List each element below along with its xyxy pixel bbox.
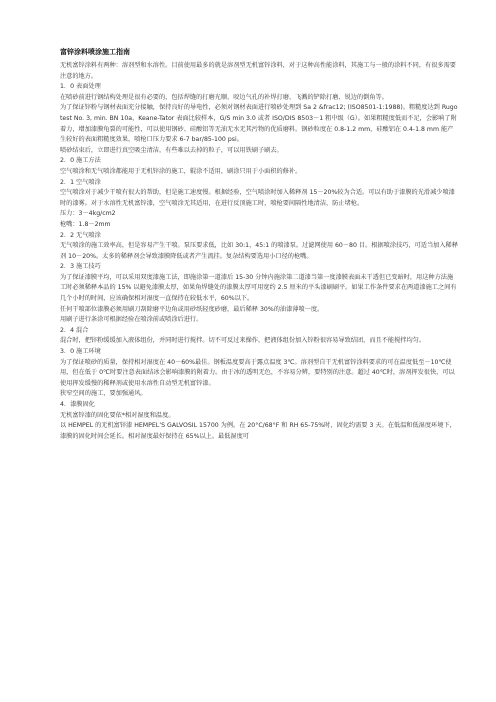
paragraph: 无机富锌漆的固化要依*相对湿度和温度。 [60,411,175,419]
paragraph: 2．3 施工技巧 [60,263,101,271]
paragraph: 枪嘴：1.8－2mm [60,220,111,228]
paragraph: 以 HEMPEL 的无机富锌漆 HEMPEL’S GALVOSIL 15700 为例。在 20°C/68°F 和 RH 65-75%时，固化约需要 3 天。在低温和低湿度环境下，漆膜的固化时间会延长。相对湿度最好保持在 65%以上。最低湿度可 [60,422,456,440]
paragraph: 为了保证喷砂的质量，保持相对湿度在 40－60%最佳。钢板温度要高于露点温度 3℃。溶剂型自干无机富锌涂料要求的可在温度低至－10℃使用，但在低于 0℃时要注意表面结冰会影响漆膜的附着力。由于冰的透明无色，不容易分辨，要特别的注意。超过 40℃时，溶剂挥发很快，可以使用挥发缓慢的稀释剂或使用水溶性自动型无机富锌漆。 [60,358,455,387]
paragraph: 无机富锌涂料有两种：溶剂型和水溶性。目前使用最多的就是溶剂型无机富锌涂料，对于这种高性能涂料，其施工与一般的涂料不同，有很多需要注意的地方。 [60,62,456,80]
paragraph: 2．1 空气喷涂 [60,178,101,186]
paragraph: 2．4 混合 [60,326,89,334]
paragraph: 空气喷涂和无气喷涂都能用于无机锌涂的施工，辊涂不适用，刷涂只用于小面积的修补。 [60,167,302,175]
paragraph: 任何干喷部位漆膜必须用刷刀刮除磨平边角或用砂纸轻度砂磨，最后稀释 30%的油漆薄喷一度。 [60,305,324,313]
document-body [60,61,458,442]
paragraph: 在喷砂前进行钢结构处理是很有必要的，包括焊缝的打磨光顺、咬边气孔的补焊打磨、飞溅的铲除打磨、锐边的倒角等。 [60,93,388,101]
paragraph: 2．0 施工方法 [60,157,101,165]
paragraph: 为了保证漆膜平均，可以采用双度漆施工法，即施涂第一道漆后 15-30 分钟内施涂第二道漆当第一度漆膜表面未干透但已变暗时，用这种方法施工时必须稀释本品的 15% 以避免漆膜太厚，如果角焊缝处的漆膜太厚可用宽约 2.5 厘米的平头漆刷刷平。如果工作条件要求在两道漆施工之间有几个小时的时间，应该确保相对湿度一直保持在较低水平，60%以下。 [60,273,457,303]
paragraph: 用刷子进行条涂可根据经验在喷涂前或喷涂后进行。 [60,316,203,324]
paragraph: 喷砂结束后，立即进行真空吸尘清洁，有些难以去掉的粒子，可以用铁刷子刷去。 [60,146,283,154]
paragraph: 狭窄空间的施工，要加强通风。 [60,390,147,398]
paragraph: 3．0 施工环境 [60,348,101,356]
paragraph: 1．0 表面处理 [60,83,101,91]
paragraph: 混合时，把锌粉缓缓加入液体组份，并同时进行搅拌。切不可反过来操作，把液体组份加入锌粉很容易导致结团，而且不能搅拌均匀。 [60,337,426,345]
paragraph: 压力：3－4kg/cm2 [60,210,116,218]
paragraph: 空气喷涂对于减少干喷有很大的帮助，但是施工速度慢。根据经验，空气喷涂时加入稀释剂 15－20%较为合适。可以有助于漆膜的光滑减少喷漆时的漆雾。对于水溶性无机富锌漆，空气喷涂无其适用，在进行反顶施工时，喷枪要间隔性地清洁，防止堵枪。 [60,189,455,207]
paragraph: 为了保证锌粉与钢材表面充分接触，保持良好的导电性，必须对钢材表面进行喷砂处理到 Sa 2 &frac12; (ISO8501-1:1988)。粗糙度达到 Rugotest No. 3, min. BN 10a，Keane-Tator 表面比较样本，G/S min 3.0 或者 ISO/DIS 8503－1 粗中级（G）。如果粗糙度低而不足，会影响了附着力，增加漆膜龟裂的可能性，可以使用钢砂、硅酸铝等无油无水无其污物的优质磨料。钢砂粒度在 0.8-1.2 mm，硅酸铝在 0.4-1.8 mm 能产生较好的表面粗糙度效果，喷枪口压力要求 6-7 bar/85-100 psi。 [60,104,458,144]
paragraph: 无气喷涂的施工效率高，但是容易产生干喷。泵压要求低，比如 30:1，45:1 的喷漆泵。过滤网使用 60－80 目。根据喷涂技巧，可适当加入稀释剂 10－20%。太多的稀释剂会导致漆膜降低或者产生流挂。复杂结构要选用小口径的枪嘴。 [60,242,458,260]
paragraph: 4．漆膜固化 [60,401,95,408]
paragraph: 2．2 无气喷涂 [60,231,101,239]
document-title: 富锌涂料喷涂施工指南 [60,48,130,56]
